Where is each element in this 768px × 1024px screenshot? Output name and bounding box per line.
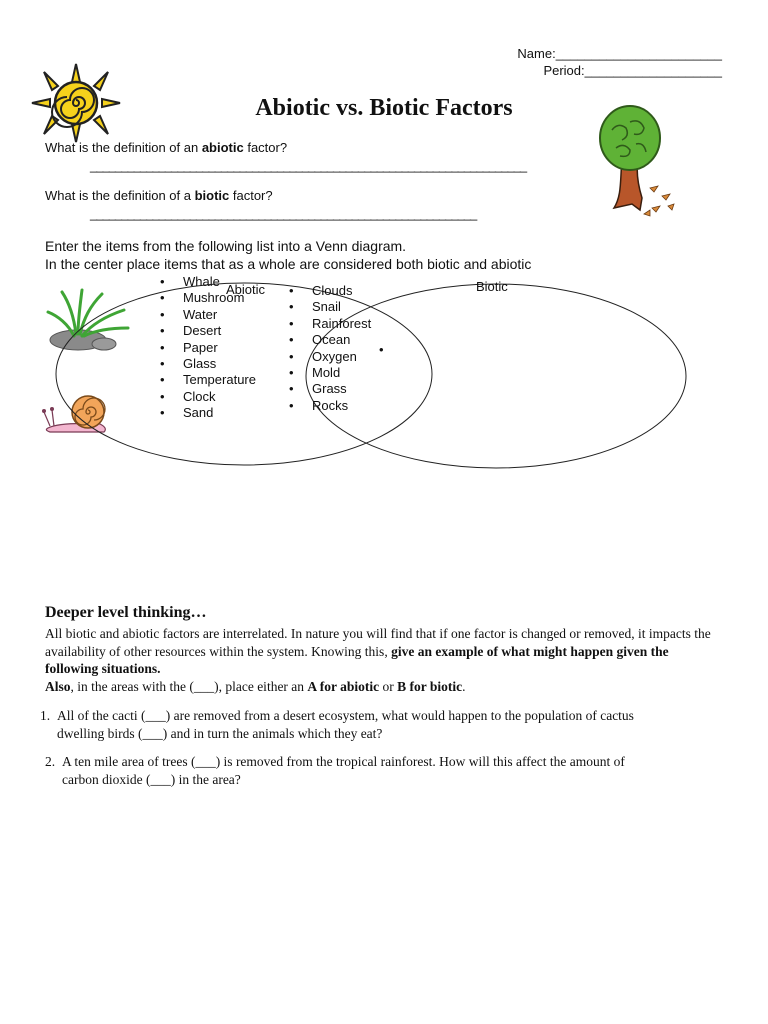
deeper-thinking-heading: Deeper level thinking… — [45, 604, 207, 621]
list-item: • Grass — [289, 381, 371, 397]
list-item: • Temperature — [160, 372, 256, 388]
list-item: • Clouds — [289, 283, 371, 299]
list-item: • Water — [160, 307, 256, 323]
list-item: • Ocean — [289, 332, 371, 348]
item-list-left — [160, 274, 256, 422]
list-item: • Snail — [289, 299, 371, 315]
list-item: • Clock — [160, 389, 256, 405]
deeper-thinking-paragraph: All biotic and abiotic factors are interrelated. In nature you will find that if one factor is changed or removed, it impacts the availability of other resources within the system. Knowing this, give an example of what might happen given the following situations. Also, in the areas with the (___), place either an A for abiotic or B for biotic. — [45, 626, 711, 694]
list-item: • Sand — [160, 405, 256, 421]
list-item: • Mold — [289, 365, 371, 381]
list-item: • Mushroom — [160, 290, 256, 306]
list-item: • Oxygen — [289, 349, 371, 365]
page-title: Abiotic vs. Biotic Factors — [255, 95, 513, 121]
list-item: • Rainforest — [289, 316, 371, 332]
venn-label-biotic: Biotic — [476, 279, 508, 294]
item-list-right — [289, 283, 371, 414]
list-item: • Rocks — [289, 398, 371, 414]
period-field-label: Period:___________________ — [543, 63, 722, 78]
list-item: • Glass — [160, 356, 256, 372]
biotic-definition-question: What is the definition of a biotic factor? — [45, 188, 273, 203]
stray-bullet: • — [379, 342, 384, 357]
scenario-item-1: 1. All of the cacti (___) are removed from a desert ecosystem, what would happen to the population of cactus dwelling birds (___) and in turn the animals which they eat? — [40, 708, 634, 741]
venn-instruction-line-1: Enter the items from the following list into a Venn diagram. — [45, 238, 407, 254]
abiotic-answer-line[interactable]: ______________________________________________________________________ — [90, 158, 527, 173]
name-field-label: Name:_______________________ — [517, 46, 722, 61]
venn-instruction-line-2: In the center place items that as a whole are considered both biotic and abiotic — [45, 256, 532, 272]
venn-label-abiotic: Abiotic — [226, 282, 266, 297]
scenario-item-2: 2. A ten mile area of trees (___) is removed from the tropical rainforest. How will this affect the amount of carbon dioxide (___) in the area? — [45, 754, 625, 787]
abiotic-definition-question: What is the definition of an abiotic factor? — [45, 140, 288, 155]
list-item: • Whale — [160, 274, 256, 290]
list-item: • Paper — [160, 340, 256, 356]
list-item: • Desert — [160, 323, 256, 339]
biotic-answer-line[interactable]: ______________________________________________________________ — [90, 206, 477, 221]
